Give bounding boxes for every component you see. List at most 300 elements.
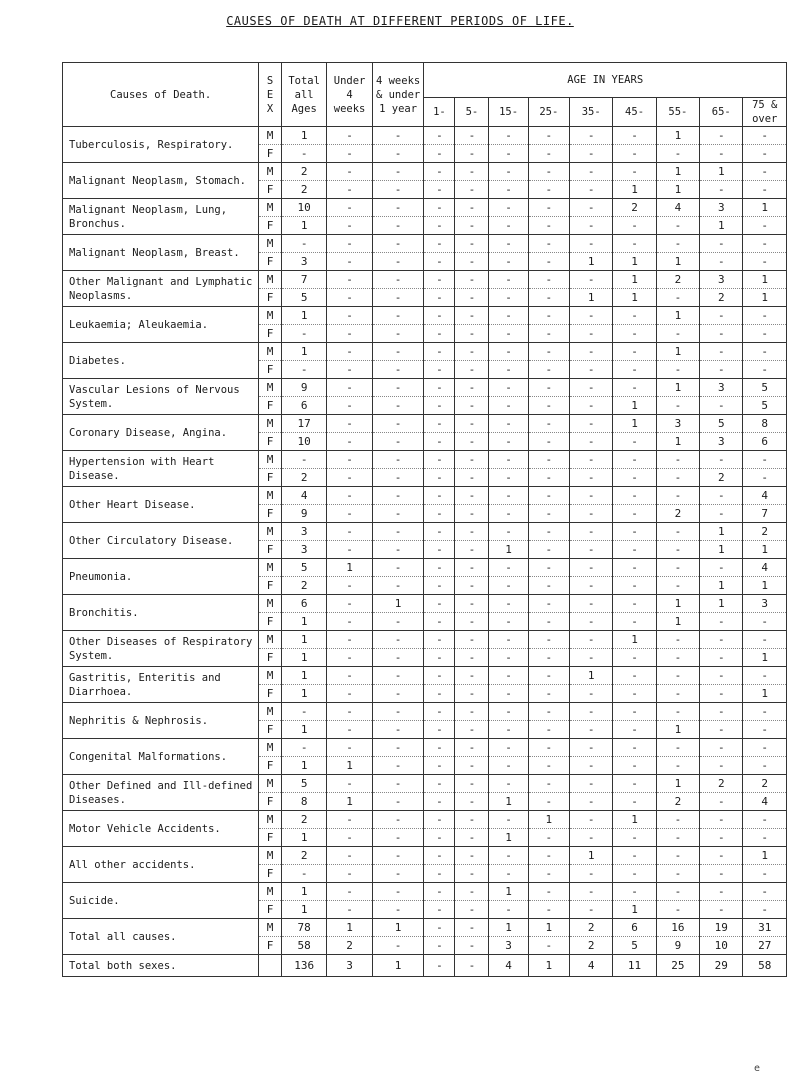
sex-label: F <box>259 901 282 919</box>
value-cell: - <box>570 613 613 631</box>
value-cell: - <box>613 757 656 775</box>
value-cell: 1 <box>613 253 656 271</box>
cause-label: Tuberculosis, Respiratory. <box>63 127 259 163</box>
value-cell: 2 <box>327 937 372 955</box>
value-cell: - <box>656 451 699 469</box>
value-cell: 4 <box>743 487 787 505</box>
value-cell: - <box>424 145 455 163</box>
value-cell: - <box>700 883 743 901</box>
value-cell: - <box>489 217 528 235</box>
value-cell: - <box>700 559 743 577</box>
sex-label: F <box>259 577 282 595</box>
value-cell: - <box>700 307 743 325</box>
value-cell: - <box>424 307 455 325</box>
sex-label: M <box>259 523 282 541</box>
table-row <box>63 883 787 901</box>
value-cell: - <box>455 361 489 379</box>
value-cell: 2 <box>656 793 699 811</box>
header-4-weeks-to-1-year: 4 weeks & under 1 year <box>372 63 424 127</box>
sex-label: M <box>259 811 282 829</box>
value-cell: - <box>424 433 455 451</box>
value-cell: - <box>700 181 743 199</box>
cause-label: Motor Vehicle Accidents. <box>63 811 259 847</box>
cause-label: Other Diseases of Respiratory System. <box>63 631 259 667</box>
value-cell: - <box>743 325 787 343</box>
value-cell: 2 <box>281 469 326 487</box>
value-cell: - <box>372 451 424 469</box>
value-cell: - <box>570 217 613 235</box>
value-cell: - <box>528 379 569 397</box>
value-cell: - <box>613 883 656 901</box>
value-cell: - <box>743 721 787 739</box>
sex-label: M <box>259 559 282 577</box>
value-cell: - <box>424 325 455 343</box>
value-cell: - <box>570 307 613 325</box>
value-cell: - <box>489 307 528 325</box>
value-cell: - <box>743 361 787 379</box>
value-cell: - <box>424 865 455 883</box>
value-cell: - <box>281 235 326 253</box>
value-cell: - <box>570 865 613 883</box>
value-cell: 1 <box>743 541 787 559</box>
value-cell: - <box>700 739 743 757</box>
value-cell: - <box>489 271 528 289</box>
value-cell: - <box>700 343 743 361</box>
value-cell: - <box>327 523 372 541</box>
sex-label: M <box>259 379 282 397</box>
value-cell: - <box>455 433 489 451</box>
value-cell: - <box>327 883 372 901</box>
value-cell: - <box>424 703 455 721</box>
value-cell: - <box>570 451 613 469</box>
value-cell: - <box>656 739 699 757</box>
table-row <box>63 847 787 865</box>
sex-label: F <box>259 325 282 343</box>
value-cell: 1 <box>700 595 743 613</box>
value-cell: - <box>455 271 489 289</box>
value-cell: - <box>743 901 787 919</box>
value-cell: - <box>489 865 528 883</box>
value-cell: 78 <box>281 919 326 937</box>
value-cell: - <box>656 361 699 379</box>
value-cell: 3 <box>700 379 743 397</box>
value-cell: - <box>372 361 424 379</box>
value-cell: - <box>743 811 787 829</box>
value-cell: 2 <box>570 919 613 937</box>
value-cell: - <box>489 631 528 649</box>
value-cell: 27 <box>743 937 787 955</box>
total-value-cell: 136 <box>281 955 326 977</box>
value-cell: - <box>656 487 699 505</box>
value-cell: - <box>528 577 569 595</box>
header-age-band: 25- <box>528 98 569 127</box>
value-cell: - <box>455 613 489 631</box>
value-cell: - <box>372 307 424 325</box>
value-cell: 1 <box>281 883 326 901</box>
value-cell: 2 <box>570 937 613 955</box>
value-cell: - <box>528 487 569 505</box>
value-cell: - <box>528 415 569 433</box>
value-cell: - <box>570 379 613 397</box>
value-cell: - <box>743 829 787 847</box>
sex-label: F <box>259 793 282 811</box>
cause-label: Malignant Neoplasm, Lung, Bronchus. <box>63 199 259 235</box>
sex-blank <box>259 955 282 977</box>
table-row <box>63 919 787 937</box>
sex-label: F <box>259 181 282 199</box>
value-cell: - <box>700 793 743 811</box>
value-cell: - <box>455 631 489 649</box>
value-cell: 1 <box>656 163 699 181</box>
value-cell: - <box>613 721 656 739</box>
sex-label: F <box>259 865 282 883</box>
value-cell: - <box>372 811 424 829</box>
value-cell: - <box>570 775 613 793</box>
value-cell: - <box>613 505 656 523</box>
value-cell: - <box>570 415 613 433</box>
value-cell: 10 <box>700 937 743 955</box>
value-cell: 1 <box>656 181 699 199</box>
value-cell: - <box>613 433 656 451</box>
value-cell: - <box>281 703 326 721</box>
value-cell: 1 <box>281 685 326 703</box>
value-cell: 1 <box>656 307 699 325</box>
value-cell: - <box>455 901 489 919</box>
value-cell: - <box>455 649 489 667</box>
value-cell: - <box>528 559 569 577</box>
value-cell: - <box>327 613 372 631</box>
value-cell: - <box>489 397 528 415</box>
value-cell: - <box>656 469 699 487</box>
value-cell: 1 <box>372 919 424 937</box>
value-cell: - <box>327 397 372 415</box>
value-cell: - <box>743 703 787 721</box>
total-value-cell: 25 <box>656 955 699 977</box>
value-cell: 2 <box>700 289 743 307</box>
total-value-cell: 3 <box>327 955 372 977</box>
value-cell: - <box>327 127 372 145</box>
sex-label: F <box>259 757 282 775</box>
value-cell: 1 <box>327 793 372 811</box>
value-cell: - <box>743 613 787 631</box>
value-cell: - <box>424 901 455 919</box>
value-cell: - <box>327 433 372 451</box>
value-cell: 1 <box>528 919 569 937</box>
table-row <box>63 343 787 361</box>
cause-label: Other Circulatory Disease. <box>63 523 259 559</box>
value-cell: 1 <box>613 271 656 289</box>
value-cell: - <box>613 469 656 487</box>
value-cell: 1 <box>327 559 372 577</box>
value-cell: 19 <box>700 919 743 937</box>
cause-label: Congenital Malformations. <box>63 739 259 775</box>
value-cell: 1 <box>743 271 787 289</box>
value-cell: 5 <box>743 379 787 397</box>
value-cell: - <box>528 901 569 919</box>
value-cell: - <box>489 613 528 631</box>
value-cell: 4 <box>656 199 699 217</box>
value-cell: - <box>570 559 613 577</box>
value-cell: - <box>424 649 455 667</box>
value-cell: - <box>743 235 787 253</box>
value-cell: 1 <box>528 811 569 829</box>
value-cell: - <box>455 325 489 343</box>
value-cell: - <box>372 847 424 865</box>
value-cell: 1 <box>700 577 743 595</box>
value-cell: - <box>700 721 743 739</box>
value-cell: - <box>327 775 372 793</box>
value-cell: - <box>570 271 613 289</box>
value-cell: - <box>528 469 569 487</box>
value-cell: 31 <box>743 919 787 937</box>
value-cell: 1 <box>656 775 699 793</box>
value-cell: - <box>424 505 455 523</box>
value-cell: - <box>528 541 569 559</box>
value-cell: - <box>743 865 787 883</box>
value-cell: - <box>455 559 489 577</box>
value-cell: - <box>455 145 489 163</box>
value-cell: - <box>489 649 528 667</box>
value-cell: - <box>570 145 613 163</box>
table-row <box>63 199 787 217</box>
value-cell: 10 <box>281 433 326 451</box>
value-cell: 9 <box>281 379 326 397</box>
sex-label: F <box>259 289 282 307</box>
value-cell: - <box>743 307 787 325</box>
value-cell: - <box>327 145 372 163</box>
header-sex: S E X <box>259 63 282 127</box>
value-cell: - <box>528 937 569 955</box>
value-cell: 3 <box>656 415 699 433</box>
value-cell: - <box>489 469 528 487</box>
sex-label: M <box>259 127 282 145</box>
value-cell: - <box>489 181 528 199</box>
header-age-band: 35- <box>570 98 613 127</box>
value-cell: - <box>455 829 489 847</box>
value-cell: 1 <box>656 613 699 631</box>
value-cell: 3 <box>700 199 743 217</box>
value-cell: - <box>656 577 699 595</box>
value-cell: - <box>327 271 372 289</box>
value-cell: - <box>372 271 424 289</box>
value-cell: 3 <box>489 937 528 955</box>
table-row <box>63 811 787 829</box>
value-cell: - <box>613 793 656 811</box>
value-cell: - <box>327 235 372 253</box>
value-cell: - <box>455 793 489 811</box>
value-cell: - <box>424 379 455 397</box>
value-cell: - <box>424 451 455 469</box>
cause-label: Coronary Disease, Angina. <box>63 415 259 451</box>
value-cell: - <box>424 811 455 829</box>
total-value-cell: 4 <box>489 955 528 977</box>
cause-label: Gastritis, Enteritis and Diarrhoea. <box>63 667 259 703</box>
value-cell: - <box>613 163 656 181</box>
value-cell: - <box>613 829 656 847</box>
cause-label: Malignant Neoplasm, Breast. <box>63 235 259 271</box>
table-row <box>63 271 787 289</box>
total-both-sexes-row <box>63 955 787 977</box>
value-cell: - <box>455 469 489 487</box>
value-cell: - <box>613 685 656 703</box>
value-cell: - <box>528 343 569 361</box>
value-cell: - <box>327 361 372 379</box>
value-cell: - <box>424 361 455 379</box>
value-cell: - <box>489 721 528 739</box>
value-cell: - <box>489 505 528 523</box>
table-row <box>63 631 787 649</box>
value-cell: - <box>424 181 455 199</box>
value-cell: - <box>743 181 787 199</box>
value-cell: - <box>424 829 455 847</box>
value-cell: - <box>528 739 569 757</box>
value-cell: - <box>489 415 528 433</box>
value-cell: - <box>424 685 455 703</box>
value-cell: 7 <box>743 505 787 523</box>
value-cell: - <box>656 901 699 919</box>
value-cell: - <box>424 163 455 181</box>
value-cell: - <box>528 883 569 901</box>
value-cell: - <box>327 163 372 181</box>
value-cell: 7 <box>281 271 326 289</box>
value-cell: - <box>570 343 613 361</box>
sex-label: M <box>259 415 282 433</box>
value-cell: 1 <box>570 847 613 865</box>
value-cell: - <box>455 775 489 793</box>
value-cell: 1 <box>656 721 699 739</box>
value-cell: - <box>455 181 489 199</box>
value-cell: - <box>528 271 569 289</box>
value-cell: - <box>372 865 424 883</box>
value-cell: - <box>327 829 372 847</box>
value-cell: - <box>613 541 656 559</box>
value-cell: - <box>372 559 424 577</box>
value-cell: - <box>372 289 424 307</box>
value-cell: - <box>424 775 455 793</box>
value-cell: 2 <box>656 505 699 523</box>
value-cell: 1 <box>613 397 656 415</box>
value-cell: - <box>327 667 372 685</box>
value-cell: - <box>489 325 528 343</box>
value-cell: - <box>570 739 613 757</box>
value-cell: - <box>700 451 743 469</box>
value-cell: 5 <box>743 397 787 415</box>
table-row <box>63 127 787 145</box>
value-cell: - <box>528 649 569 667</box>
value-cell: - <box>372 199 424 217</box>
value-cell: - <box>656 235 699 253</box>
cause-label: Malignant Neoplasm, Stomach. <box>63 163 259 199</box>
value-cell: - <box>700 901 743 919</box>
value-cell: - <box>528 433 569 451</box>
total-value-cell: 29 <box>700 955 743 977</box>
value-cell: - <box>372 883 424 901</box>
value-cell: - <box>743 757 787 775</box>
value-cell: - <box>700 505 743 523</box>
value-cell: 1 <box>656 433 699 451</box>
value-cell: - <box>489 289 528 307</box>
value-cell: - <box>656 541 699 559</box>
cause-label: Diabetes. <box>63 343 259 379</box>
table-row <box>63 307 787 325</box>
sex-label: F <box>259 541 282 559</box>
value-cell: - <box>455 757 489 775</box>
value-cell: 2 <box>656 271 699 289</box>
sex-label: F <box>259 613 282 631</box>
value-cell: - <box>570 811 613 829</box>
value-cell: 2 <box>743 775 787 793</box>
header-under-4-weeks: Under 4 weeks <box>327 63 372 127</box>
value-cell: 6 <box>281 397 326 415</box>
value-cell: - <box>528 397 569 415</box>
value-cell: 1 <box>613 181 656 199</box>
value-cell: - <box>424 667 455 685</box>
value-cell: - <box>570 523 613 541</box>
value-cell: - <box>424 469 455 487</box>
value-cell: - <box>743 667 787 685</box>
value-cell: 5 <box>281 775 326 793</box>
header-age-band: 15- <box>489 98 528 127</box>
value-cell: 1 <box>656 127 699 145</box>
sex-label: M <box>259 487 282 505</box>
value-cell: - <box>327 487 372 505</box>
value-cell: 1 <box>327 919 372 937</box>
value-cell: - <box>656 829 699 847</box>
table-row <box>63 163 787 181</box>
value-cell: - <box>528 757 569 775</box>
value-cell: - <box>700 127 743 145</box>
value-cell: - <box>528 721 569 739</box>
value-cell: - <box>656 397 699 415</box>
value-cell: 58 <box>281 937 326 955</box>
sex-label: M <box>259 919 282 937</box>
value-cell: - <box>700 685 743 703</box>
sex-label: F <box>259 685 282 703</box>
value-cell: - <box>372 793 424 811</box>
value-cell: - <box>455 703 489 721</box>
value-cell: - <box>613 487 656 505</box>
total-value-cell: 58 <box>743 955 787 977</box>
value-cell: - <box>528 145 569 163</box>
table-row <box>63 487 787 505</box>
sex-label: M <box>259 667 282 685</box>
header-cause: Causes of Death. <box>63 63 259 127</box>
table-row <box>63 559 787 577</box>
value-cell: - <box>656 865 699 883</box>
value-cell: 3 <box>743 595 787 613</box>
value-cell: - <box>489 577 528 595</box>
value-cell: - <box>372 217 424 235</box>
value-cell: 3 <box>281 253 326 271</box>
value-cell: - <box>613 703 656 721</box>
value-cell: - <box>656 325 699 343</box>
value-cell: - <box>372 901 424 919</box>
value-cell: - <box>424 487 455 505</box>
value-cell: - <box>528 181 569 199</box>
value-cell: - <box>613 325 656 343</box>
value-cell: 1 <box>281 667 326 685</box>
value-cell: - <box>372 739 424 757</box>
value-cell: 1 <box>743 685 787 703</box>
value-cell: 2 <box>700 775 743 793</box>
value-cell: 1 <box>372 595 424 613</box>
cause-label: Leukaemia; Aleukaemia. <box>63 307 259 343</box>
sex-label: M <box>259 775 282 793</box>
value-cell: - <box>455 667 489 685</box>
cause-label: Suicide. <box>63 883 259 919</box>
value-cell: - <box>424 847 455 865</box>
value-cell: - <box>613 343 656 361</box>
